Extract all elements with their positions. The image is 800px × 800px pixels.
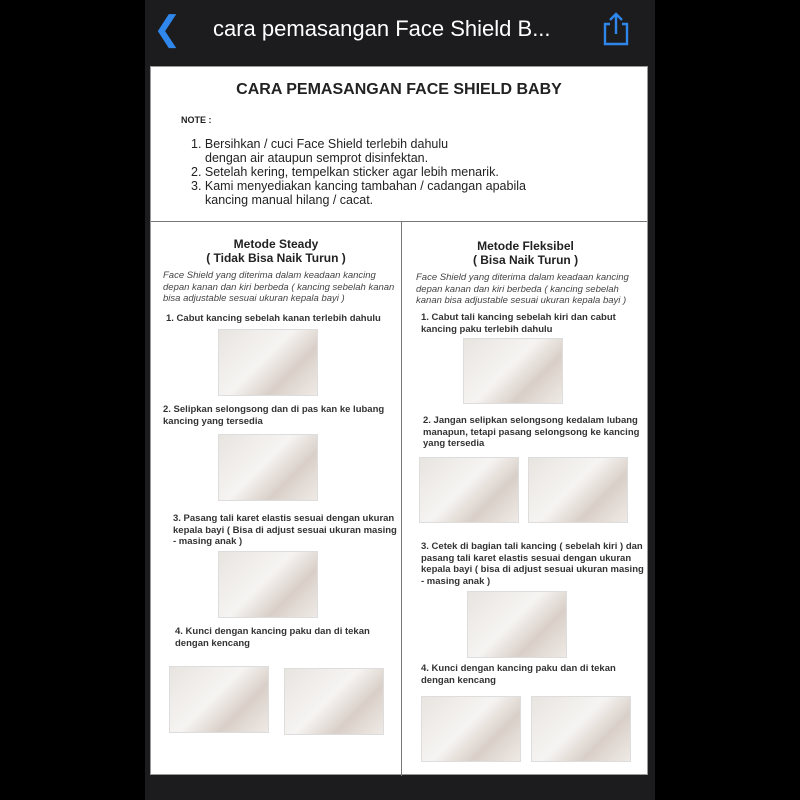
note-label: NOTE : (181, 115, 212, 125)
method-intro: Face Shield yang diterima dalam keadaan kancing depan kanan dan kiri berbeda ( kancing sebelah kanan bisa adjustable sesuai ukuran kepala bayi ) (416, 272, 629, 306)
step-photo (419, 457, 519, 523)
document-page (150, 66, 648, 775)
divider (151, 221, 647, 222)
step-4: 4. Kunci dengan kancing paku dan di tekan dengan kencang (421, 663, 616, 686)
step-photo (169, 666, 269, 733)
step-photo (421, 696, 521, 762)
note-item: 2. Setelah kering, tempelkan sticker agar lebih menarik. (191, 165, 499, 179)
step-3: 3. Pasang tali karet elastis sesuai dengan ukuran kepala bayi ( Bisa di adjust sesuai ukuran masing - masing anak ) (173, 513, 397, 547)
step-photo (463, 338, 563, 404)
method-fleksibel-heading: Metode Fleksibel ( Bisa Naik Turun ) (472, 239, 579, 267)
step-2: 2. Selipkan selongsong dan di pas kan ke lubang kancing yang tersedia (163, 404, 385, 427)
chevron-left-icon: ❮ (153, 10, 182, 48)
doc-title: CARA PEMASANGAN FACE SHIELD BABY (236, 81, 562, 98)
method-steady-heading: Metode Steady ( Tidak Bisa Naik Turun ) (206, 237, 346, 265)
note-item: dengan air ataupun semprot disinfektan. (205, 151, 429, 165)
step-photo (218, 329, 318, 396)
note-item: 1. Bersihkan / cuci Face Shield terlebih dahulu (191, 137, 449, 151)
step-photo (531, 696, 631, 762)
step-1: 1. Cabut tali kancing sebelah kiri dan cabut kancing paku terlebih dahulu (421, 312, 616, 335)
step-photo (467, 591, 567, 658)
divider (401, 221, 402, 776)
note-item: 3. Kami menyediakan kancing tambahan / cadangan apabila (191, 179, 526, 193)
step-photo (218, 551, 318, 618)
step-3: 3. Cetek di bagian tali kancing ( sebelah kiri ) dan pasang tali karet elastis sesuai dengan ukuran kepala bayi ( bisa di adjust sesuai ukuran masing - masing anak ) (421, 541, 644, 587)
note-item: kancing manual hilang / cacat. (205, 193, 374, 207)
share-icon (601, 12, 631, 46)
share-button[interactable] (601, 12, 631, 46)
method-intro: Face Shield yang diterima dalam keadaan kancing depan kanan dan kiri berbeda ( kancing sebelah kanan bisa adjustable sesuai ukuran kepala bayi ) (163, 270, 395, 304)
step-photo (218, 434, 318, 501)
step-photo (528, 457, 628, 523)
step-2: 2. Jangan selipkan selongsong kedalam lubang manapun, tetapi pasang selongsong ke kancing yang tersedia (423, 415, 640, 449)
step-photo (284, 668, 384, 735)
document-title: cara pemasangan Face Shield B... (213, 16, 551, 41)
notes-list (191, 137, 526, 207)
step-4: 4. Kunci dengan kancing paku dan di tekan dengan kencang (175, 626, 370, 649)
step-1: 1. Cabut kancing sebelah kanan terlebih dahulu (166, 313, 381, 324)
back-button[interactable] (153, 12, 182, 46)
